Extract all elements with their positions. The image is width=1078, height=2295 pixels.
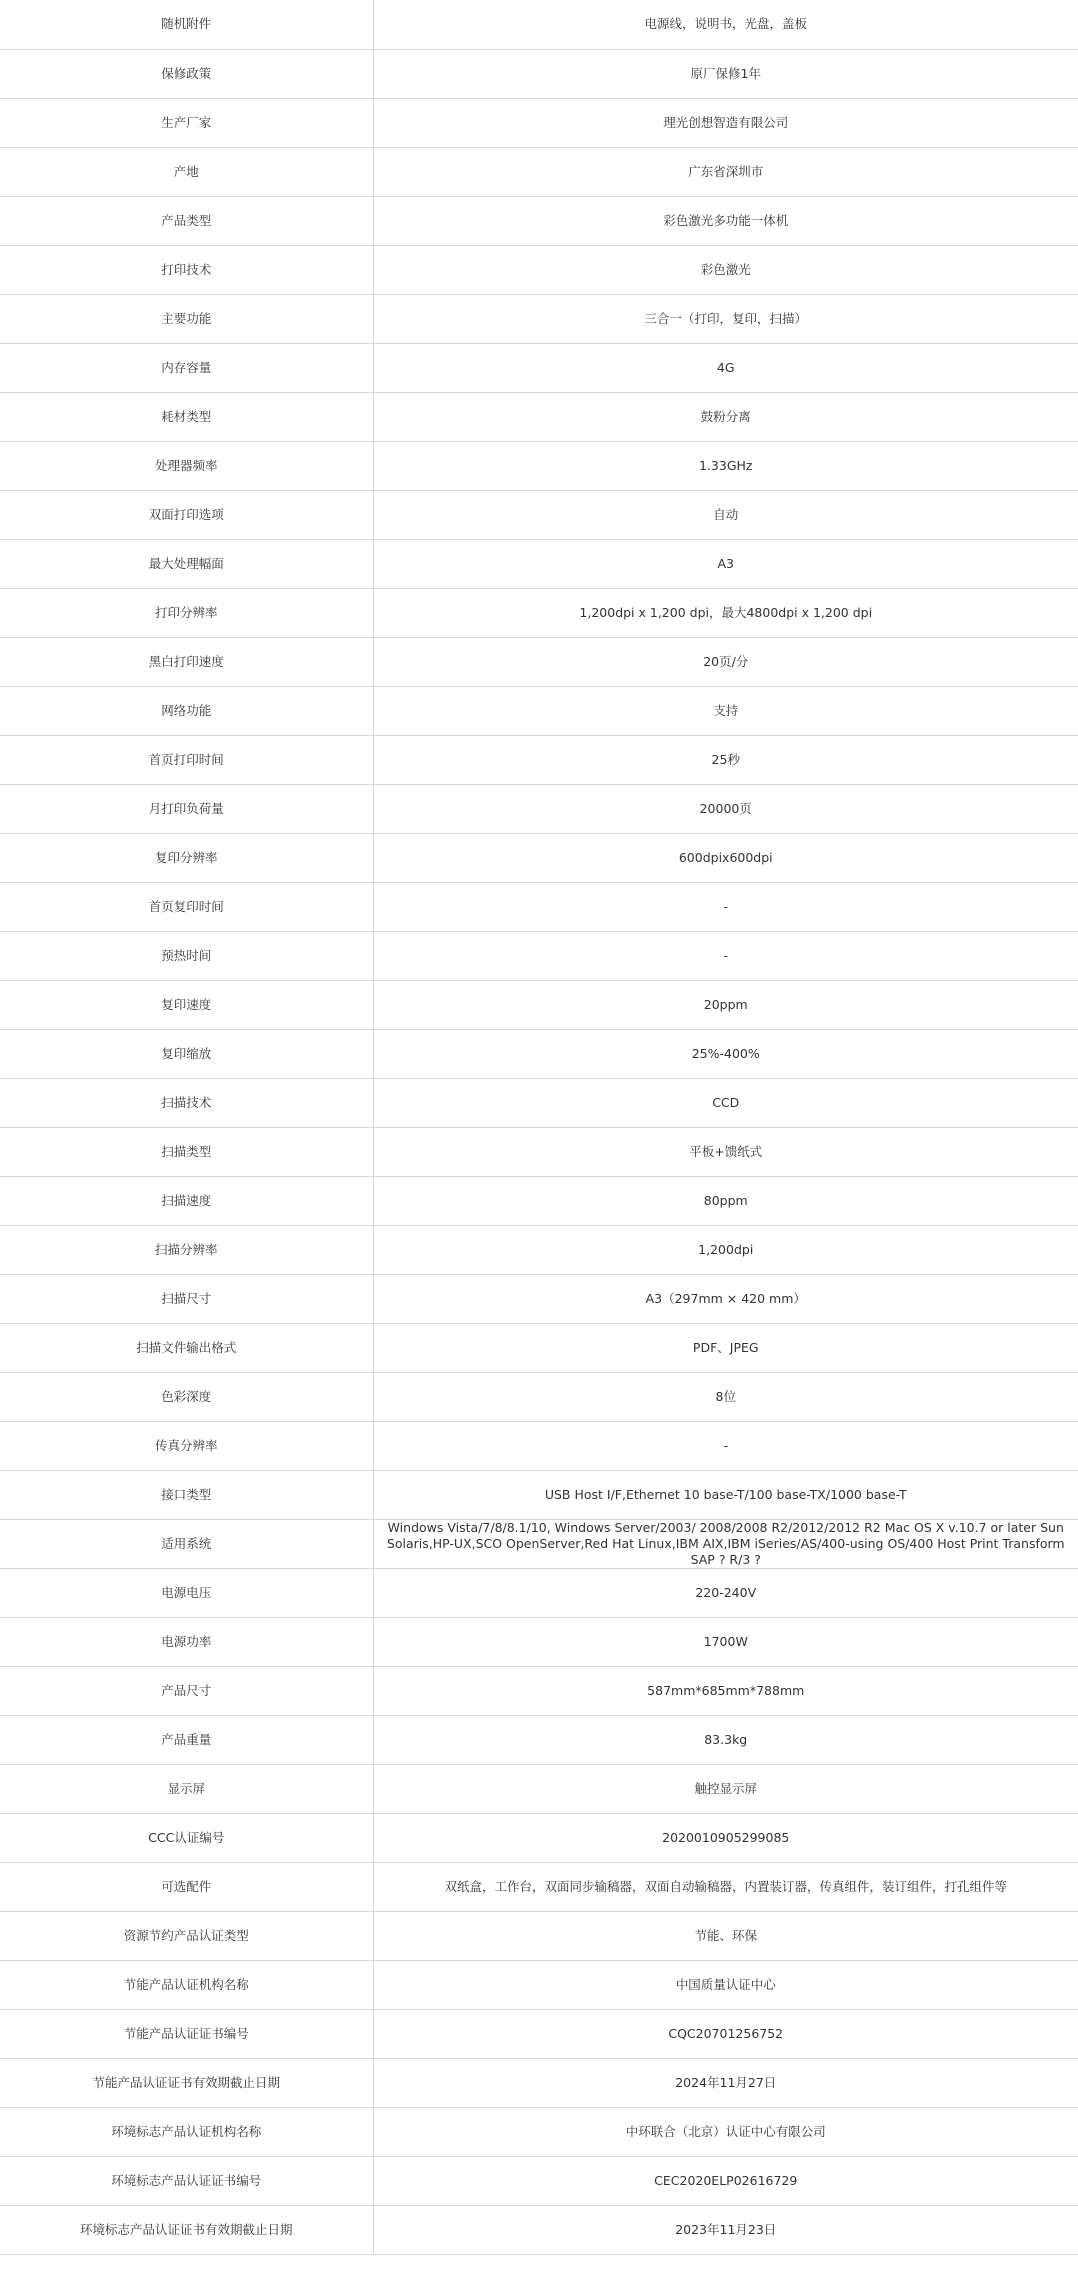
spec-label: 节能产品认证证书编号 bbox=[0, 2009, 373, 2058]
spec-value: 20ppm bbox=[373, 980, 1078, 1029]
spec-label: 首页复印时间 bbox=[0, 882, 373, 931]
spec-value: 83.3kg bbox=[373, 1715, 1078, 1764]
spec-value: 中国质量认证中心 bbox=[373, 1960, 1078, 2009]
spec-label: 生产厂家 bbox=[0, 98, 373, 147]
spec-label: 电源功率 bbox=[0, 1617, 373, 1666]
spec-label: 可选配件 bbox=[0, 1862, 373, 1911]
spec-value: Windows Vista/7/8/8.1/10, Windows Server/2003/ 2008/2008 R2/2012/2012 R2 Mac OS X v.10.7 or later Sun Solaris,HP-UX,SCO OpenServer,Red Hat Linux,IBM AIX,IBM iSeries/AS/400-using OS/400 Host Print Transform SAP ? R/3 ? bbox=[373, 1519, 1078, 1568]
spec-value: PDF、JPEG bbox=[373, 1323, 1078, 1372]
table-row bbox=[0, 882, 1078, 931]
spec-value: 220-240V bbox=[373, 1568, 1078, 1617]
spec-label: 环境标志产品认证机构名称 bbox=[0, 2107, 373, 2156]
table-row bbox=[0, 2058, 1078, 2107]
spec-label: 复印速度 bbox=[0, 980, 373, 1029]
table-row bbox=[0, 0, 1078, 49]
table-row bbox=[0, 2009, 1078, 2058]
table-row bbox=[0, 588, 1078, 637]
spec-label: 传真分辨率 bbox=[0, 1421, 373, 1470]
spec-label: CCC认证编号 bbox=[0, 1813, 373, 1862]
table-row bbox=[0, 1568, 1078, 1617]
spec-label: 月打印负荷量 bbox=[0, 784, 373, 833]
table-row bbox=[0, 1960, 1078, 2009]
spec-label: 接口类型 bbox=[0, 1470, 373, 1519]
spec-value: 双纸盒，工作台，双面同步输稿器，双面自动输稿器，内置装订器，传真组件，装订组件，打孔组件等 bbox=[373, 1862, 1078, 1911]
spec-label: 扫描类型 bbox=[0, 1127, 373, 1176]
table-row bbox=[0, 1029, 1078, 1078]
spec-value: 触控显示屏 bbox=[373, 1764, 1078, 1813]
table-row bbox=[0, 1666, 1078, 1715]
spec-label: 资源节约产品认证类型 bbox=[0, 1911, 373, 1960]
table-row bbox=[0, 833, 1078, 882]
spec-label: 电源电压 bbox=[0, 1568, 373, 1617]
spec-value: 自动 bbox=[373, 490, 1078, 539]
spec-label: 扫描技术 bbox=[0, 1078, 373, 1127]
spec-label: 产品类型 bbox=[0, 196, 373, 245]
spec-value: 平板+馈纸式 bbox=[373, 1127, 1078, 1176]
table-row bbox=[0, 245, 1078, 294]
spec-value: 鼓粉分离 bbox=[373, 392, 1078, 441]
spec-value: USB Host I/F,Ethernet 10 base-T/100 base-TX/1000 base-T bbox=[373, 1470, 1078, 1519]
table-row bbox=[0, 1421, 1078, 1470]
table-row bbox=[0, 98, 1078, 147]
spec-value: 理光创想智造有限公司 bbox=[373, 98, 1078, 147]
spec-label: 环境标志产品认证证书编号 bbox=[0, 2156, 373, 2205]
spec-label: 随机附件 bbox=[0, 0, 373, 49]
spec-label: 首页打印时间 bbox=[0, 735, 373, 784]
spec-label: 主要功能 bbox=[0, 294, 373, 343]
spec-value: 8位 bbox=[373, 1372, 1078, 1421]
spec-value: CQC20701256752 bbox=[373, 2009, 1078, 2058]
spec-value: 1.33GHz bbox=[373, 441, 1078, 490]
spec-value: 587mm*685mm*788mm bbox=[373, 1666, 1078, 1715]
spec-value: 20000页 bbox=[373, 784, 1078, 833]
spec-label: 保修政策 bbox=[0, 49, 373, 98]
spec-label: 节能产品认证证书有效期截止日期 bbox=[0, 2058, 373, 2107]
spec-label: 扫描尺寸 bbox=[0, 1274, 373, 1323]
spec-label: 扫描文件输出格式 bbox=[0, 1323, 373, 1372]
table-row bbox=[0, 735, 1078, 784]
table-row bbox=[0, 2205, 1078, 2254]
table-row bbox=[0, 539, 1078, 588]
spec-label: 耗材类型 bbox=[0, 392, 373, 441]
spec-label: 内存容量 bbox=[0, 343, 373, 392]
spec-value: - bbox=[373, 1421, 1078, 1470]
spec-label: 适用系统 bbox=[0, 1519, 373, 1568]
table-row bbox=[0, 784, 1078, 833]
table-row bbox=[0, 1715, 1078, 1764]
spec-label: 产地 bbox=[0, 147, 373, 196]
table-row bbox=[0, 1372, 1078, 1421]
table-row bbox=[0, 1274, 1078, 1323]
spec-value: 600dpix600dpi bbox=[373, 833, 1078, 882]
spec-label: 色彩深度 bbox=[0, 1372, 373, 1421]
spec-value: 4G bbox=[373, 343, 1078, 392]
table-row bbox=[0, 490, 1078, 539]
table-row bbox=[0, 1813, 1078, 1862]
table-row bbox=[0, 49, 1078, 98]
spec-label: 节能产品认证机构名称 bbox=[0, 1960, 373, 2009]
table-row bbox=[0, 637, 1078, 686]
table-row bbox=[0, 2107, 1078, 2156]
spec-value: A3（297mm × 420 mm） bbox=[373, 1274, 1078, 1323]
spec-value: - bbox=[373, 882, 1078, 931]
spec-value: 中环联合（北京）认证中心有限公司 bbox=[373, 2107, 1078, 2156]
spec-value: 25秒 bbox=[373, 735, 1078, 784]
spec-value: 节能、环保 bbox=[373, 1911, 1078, 1960]
table-row bbox=[0, 1911, 1078, 1960]
spec-label: 双面打印选项 bbox=[0, 490, 373, 539]
spec-label: 产品尺寸 bbox=[0, 1666, 373, 1715]
spec-value: 1,200dpi x 1,200 dpi，最大4800dpi x 1,200 dpi bbox=[373, 588, 1078, 637]
table-row bbox=[0, 392, 1078, 441]
spec-label: 网络功能 bbox=[0, 686, 373, 735]
spec-value: 支持 bbox=[373, 686, 1078, 735]
table-row bbox=[0, 980, 1078, 1029]
spec-label: 显示屏 bbox=[0, 1764, 373, 1813]
spec-label: 复印分辨率 bbox=[0, 833, 373, 882]
spec-value: 80ppm bbox=[373, 1176, 1078, 1225]
spec-value: 2023年11月23日 bbox=[373, 2205, 1078, 2254]
table-row bbox=[0, 294, 1078, 343]
table-row bbox=[0, 196, 1078, 245]
spec-value: 三合一（打印，复印，扫描） bbox=[373, 294, 1078, 343]
spec-value: 2024年11月27日 bbox=[373, 2058, 1078, 2107]
spec-value: 彩色激光 bbox=[373, 245, 1078, 294]
spec-label: 产品重量 bbox=[0, 1715, 373, 1764]
table-row bbox=[0, 1862, 1078, 1911]
table-row bbox=[0, 1519, 1078, 1568]
spec-value: 广东省深圳市 bbox=[373, 147, 1078, 196]
table-row bbox=[0, 1323, 1078, 1372]
spec-value: 1,200dpi bbox=[373, 1225, 1078, 1274]
table-row bbox=[0, 931, 1078, 980]
spec-label: 扫描分辨率 bbox=[0, 1225, 373, 1274]
table-row bbox=[0, 441, 1078, 490]
spec-value: 25%-400% bbox=[373, 1029, 1078, 1078]
spec-label: 打印分辨率 bbox=[0, 588, 373, 637]
spec-value: 原厂保修1年 bbox=[373, 49, 1078, 98]
table-row bbox=[0, 1078, 1078, 1127]
spec-label: 黑白打印速度 bbox=[0, 637, 373, 686]
table-row bbox=[0, 1225, 1078, 1274]
spec-label: 复印缩放 bbox=[0, 1029, 373, 1078]
spec-value: 2020010905299085 bbox=[373, 1813, 1078, 1862]
spec-value: 电源线，说明书，光盘，盖板 bbox=[373, 0, 1078, 49]
spec-label: 打印技术 bbox=[0, 245, 373, 294]
spec-value: A3 bbox=[373, 539, 1078, 588]
table-row bbox=[0, 2156, 1078, 2205]
table-row bbox=[0, 147, 1078, 196]
spec-value: 20页/分 bbox=[373, 637, 1078, 686]
table-row bbox=[0, 1617, 1078, 1666]
table-row bbox=[0, 1127, 1078, 1176]
spec-value: - bbox=[373, 931, 1078, 980]
spec-label: 预热时间 bbox=[0, 931, 373, 980]
spec-label: 处理器频率 bbox=[0, 441, 373, 490]
table-row bbox=[0, 343, 1078, 392]
spec-label: 扫描速度 bbox=[0, 1176, 373, 1225]
table-row bbox=[0, 1764, 1078, 1813]
table-row bbox=[0, 1470, 1078, 1519]
spec-value: CEC2020ELP02616729 bbox=[373, 2156, 1078, 2205]
spec-value: CCD bbox=[373, 1078, 1078, 1127]
spec-value: 1700W bbox=[373, 1617, 1078, 1666]
table-row bbox=[0, 1176, 1078, 1225]
spec-label: 环境标志产品认证证书有效期截止日期 bbox=[0, 2205, 373, 2254]
spec-value: 彩色激光多功能一体机 bbox=[373, 196, 1078, 245]
table-row bbox=[0, 686, 1078, 735]
spec-label: 最大处理幅面 bbox=[0, 539, 373, 588]
